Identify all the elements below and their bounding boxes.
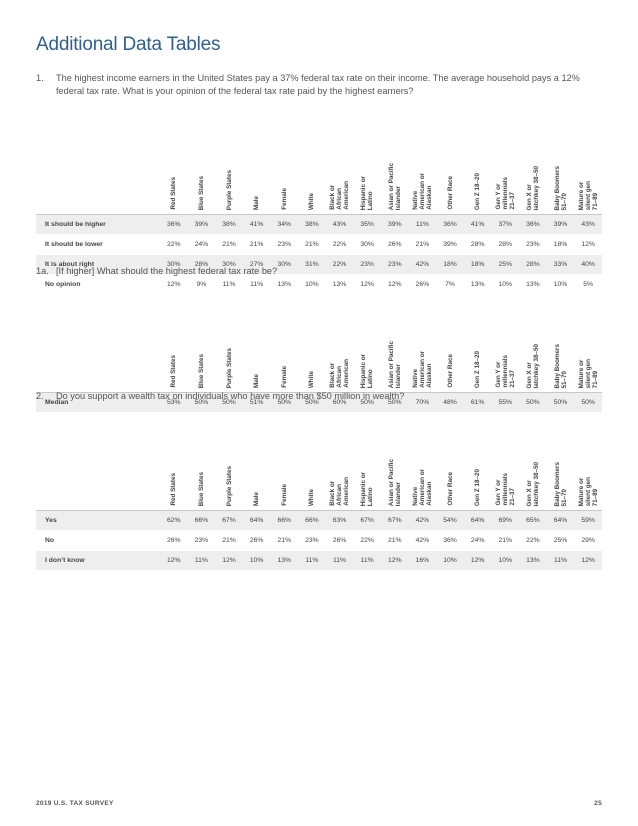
table-cell: 23%	[519, 235, 547, 255]
column-header	[574, 406, 602, 511]
table-cell: 67%	[381, 511, 409, 531]
column-header	[492, 406, 520, 511]
table-cell: 21%	[243, 235, 271, 255]
column-header	[436, 110, 464, 215]
question-text: The highest income earners in the United States pay a 37% federal tax rate on their income. The average household pays a 12% federal tax rate. What is your opinion of the federal tax rate paid by the highest earners?	[56, 73, 580, 96]
column-header	[547, 288, 575, 393]
column-header-label: Gen Y or millennials 21–37	[494, 177, 516, 210]
footer-title: 2019 U.S. TAX SURVEY	[36, 800, 114, 807]
column-header	[353, 288, 381, 393]
column-header	[547, 110, 575, 215]
table-cell: 50%	[188, 393, 216, 413]
table-cell: 50%	[298, 393, 326, 413]
table-cell: 24%	[188, 235, 216, 255]
column-header	[326, 288, 354, 393]
table-cell: 12%	[574, 551, 602, 571]
table-cell: 10%	[436, 551, 464, 571]
column-header-label: Black or African American	[329, 181, 351, 210]
row-label: I don’t know	[36, 551, 160, 571]
row-label-header	[36, 406, 160, 511]
table-cell: 11%	[215, 275, 243, 295]
table-cell: 31%	[298, 255, 326, 275]
table-row	[36, 511, 602, 531]
table-cell: 50%	[519, 393, 547, 413]
column-header-label: Purple States	[225, 169, 233, 210]
column-header	[381, 406, 409, 511]
table-cell: 26%	[381, 235, 409, 255]
table-cell: 13%	[271, 551, 299, 571]
column-header	[215, 406, 243, 511]
table-cell: 64%	[243, 511, 271, 531]
column-header-label: Mature or silent gen 71–89	[577, 180, 599, 210]
table-cell: 21%	[492, 531, 520, 551]
column-header-label: Mature or silent gen 71–89	[577, 358, 599, 388]
column-header-label: Purple States	[225, 347, 233, 388]
table-cell: 13%	[519, 551, 547, 571]
column-header	[243, 110, 271, 215]
table-cell: 16%	[409, 551, 437, 571]
table-cell: 9%	[188, 275, 216, 295]
table-cell: 26%	[409, 275, 437, 295]
row-label: It should be higher	[36, 215, 160, 235]
column-header-label: Hispanic or Latino	[360, 471, 375, 506]
table-cell: 28%	[492, 235, 520, 255]
column-header	[298, 110, 326, 215]
table-cell: 10%	[492, 551, 520, 571]
column-header	[326, 110, 354, 215]
question-1	[36, 72, 596, 98]
table-cell: 7%	[436, 275, 464, 295]
table-cell: 12%	[464, 551, 492, 571]
column-header	[464, 406, 492, 511]
column-header-label: Gen Y or millennials 21–37	[494, 473, 516, 506]
column-header-label: Black or African American	[329, 477, 351, 506]
column-header	[492, 110, 520, 215]
column-header	[464, 110, 492, 215]
table-cell: 11%	[243, 275, 271, 295]
column-header	[271, 288, 299, 393]
column-header-label: Black or African American	[329, 359, 351, 388]
column-header-label: Female	[280, 366, 288, 388]
column-header	[215, 288, 243, 393]
table-cell: 22%	[519, 531, 547, 551]
column-header-label: Gen X or latchkey 38–50	[525, 343, 540, 388]
table-cell: 64%	[547, 511, 575, 531]
column-header-label: Gen Z 18–20	[474, 172, 482, 210]
column-header	[464, 288, 492, 393]
table-cell: 22%	[326, 255, 354, 275]
table-cell: 61%	[464, 393, 492, 413]
column-header	[574, 110, 602, 215]
table-cell: 28%	[519, 255, 547, 275]
table-cell: 18%	[464, 255, 492, 275]
table-row	[36, 551, 602, 571]
table-cell: 11%	[326, 551, 354, 571]
table-cell: 13%	[519, 275, 547, 295]
column-header	[492, 288, 520, 393]
column-header	[409, 110, 437, 215]
column-header	[409, 406, 437, 511]
row-label: No	[36, 531, 160, 551]
table-cell: 12%	[160, 275, 188, 295]
column-header-label: Female	[280, 484, 288, 506]
table-cell: 30%	[271, 255, 299, 275]
question-text: [If higher] What should the highest federal tax rate be?	[56, 266, 278, 276]
column-header-label: Blue States	[197, 175, 205, 210]
table-cell: 22%	[326, 235, 354, 255]
table-cell: 12%	[574, 235, 602, 255]
table-cell: 33%	[547, 255, 575, 275]
table-cell: 62%	[160, 511, 188, 531]
column-header-label: Male	[253, 196, 261, 210]
table-cell: 25%	[547, 531, 575, 551]
table-cell: 30%	[353, 235, 381, 255]
row-label: It is about right	[36, 255, 160, 275]
column-header	[160, 406, 188, 511]
table-cell: 64%	[464, 511, 492, 531]
row-label-header	[36, 288, 160, 393]
table-cell: 41%	[464, 215, 492, 235]
column-header-label: Blue States	[197, 353, 205, 388]
table-cell: 10%	[547, 275, 575, 295]
question-2	[36, 390, 596, 403]
column-header	[409, 288, 437, 393]
column-header	[519, 406, 547, 511]
column-header-label: Male	[253, 374, 261, 388]
table-cell: 26%	[326, 531, 354, 551]
row-label-header	[36, 110, 160, 215]
table-cell: 10%	[298, 275, 326, 295]
table-cell: 26%	[243, 531, 271, 551]
table-cell: 18%	[436, 255, 464, 275]
column-header	[298, 406, 326, 511]
page-number: 25	[594, 800, 602, 807]
table-row	[36, 235, 602, 255]
table-cell: 11%	[409, 215, 437, 235]
table-cell: 38%	[215, 215, 243, 235]
table-cell: 12%	[160, 551, 188, 571]
column-header-label: White	[308, 488, 316, 506]
column-header	[298, 288, 326, 393]
page-title: Additional Data Tables	[36, 34, 221, 55]
column-header	[381, 110, 409, 215]
table-cell: 18%	[547, 235, 575, 255]
table-cell: 50%	[215, 393, 243, 413]
table-cell: 5%	[574, 275, 602, 295]
column-header-label: Male	[253, 492, 261, 506]
table-cell: 43%	[326, 215, 354, 235]
table-cell: 10%	[492, 275, 520, 295]
table-cell: 11%	[188, 551, 216, 571]
column-header-label: Native American or Alaskan	[411, 173, 433, 210]
column-header-label: Native American or Alaskan	[411, 469, 433, 506]
table-cell: 22%	[160, 235, 188, 255]
table-cell: 36%	[519, 215, 547, 235]
column-header-label: Red States	[170, 177, 178, 210]
table-cell: 42%	[409, 511, 437, 531]
column-header-label: White	[308, 192, 316, 210]
table-cell: 21%	[298, 235, 326, 255]
table-cell: 12%	[215, 551, 243, 571]
table-cell: 23%	[271, 235, 299, 255]
table-cell: 59%	[574, 511, 602, 531]
column-header	[353, 110, 381, 215]
column-header	[519, 288, 547, 393]
column-header	[574, 288, 602, 393]
table-cell: 24%	[464, 531, 492, 551]
column-header-label: Other Race	[446, 472, 454, 506]
table-cell: 70%	[409, 393, 437, 413]
table-cell: 63%	[326, 511, 354, 531]
column-header	[326, 406, 354, 511]
table-cell: 25%	[492, 255, 520, 275]
table-cell: 66%	[188, 511, 216, 531]
table-cell: 21%	[215, 235, 243, 255]
table-cell: 41%	[243, 215, 271, 235]
column-header	[243, 406, 271, 511]
table-row	[36, 531, 602, 551]
column-header	[160, 110, 188, 215]
column-header	[188, 110, 216, 215]
row-label: Yes	[36, 511, 160, 531]
table-cell: 23%	[353, 255, 381, 275]
column-header	[547, 406, 575, 511]
table-cell: 42%	[409, 255, 437, 275]
table-cell: 12%	[381, 275, 409, 295]
table-cell: 69%	[492, 511, 520, 531]
table-cell: 21%	[271, 531, 299, 551]
table-cell: 36%	[436, 531, 464, 551]
column-header-label: Baby Boomers 51–70	[553, 461, 568, 506]
table-cell: 55%	[492, 393, 520, 413]
table-cell: 37%	[492, 215, 520, 235]
question-1a	[36, 265, 596, 278]
table-cell: 39%	[381, 215, 409, 235]
table-cell: 11%	[298, 551, 326, 571]
table-cell: 39%	[436, 235, 464, 255]
table-cell: 67%	[353, 511, 381, 531]
table-cell: 29%	[574, 531, 602, 551]
table-cell: 13%	[271, 275, 299, 295]
column-header-label: Gen X or latchkey 38–50	[525, 165, 540, 210]
column-header-label: Female	[280, 188, 288, 210]
table-cell: 53%	[160, 393, 188, 413]
table-cell: 26%	[160, 531, 188, 551]
column-header-label: Asian or Pacific Islander	[387, 162, 402, 210]
table-cell: 50%	[271, 393, 299, 413]
question-number: 1.	[36, 73, 44, 83]
table-cell: 51%	[243, 393, 271, 413]
table-cell: 21%	[409, 235, 437, 255]
table-cell: 40%	[574, 255, 602, 275]
column-header-label: Mature or silent gen 71–89	[577, 476, 599, 506]
table-cell: 30%	[160, 255, 188, 275]
column-header	[381, 288, 409, 393]
column-header	[353, 406, 381, 511]
column-header-label: Hispanic or Latino	[360, 353, 375, 388]
table-cell: 48%	[436, 393, 464, 413]
table-cell: 12%	[381, 551, 409, 571]
column-header	[243, 288, 271, 393]
table-cell: 35%	[353, 215, 381, 235]
table-cell: 22%	[353, 531, 381, 551]
table-cell: 11%	[547, 551, 575, 571]
row-label: Median	[36, 393, 160, 413]
column-header	[271, 406, 299, 511]
table-cell: 67%	[215, 511, 243, 531]
table-cell: 38%	[298, 215, 326, 235]
column-header	[436, 288, 464, 393]
table-cell: 36%	[160, 215, 188, 235]
table-cell: 23%	[188, 531, 216, 551]
column-header	[188, 288, 216, 393]
table-cell: 50%	[381, 393, 409, 413]
table-cell: 50%	[353, 393, 381, 413]
table-row	[36, 215, 602, 235]
table-cell: 50%	[574, 393, 602, 413]
table-cell: 65%	[519, 511, 547, 531]
question-number: 2.	[36, 391, 44, 401]
table-cell: 36%	[436, 215, 464, 235]
column-header-label: Asian or Pacific Islander	[387, 340, 402, 388]
column-header-label: Gen Z 18–20	[474, 468, 482, 506]
table-cell: 12%	[353, 275, 381, 295]
column-header-label: Other Race	[446, 176, 454, 210]
column-header-label: Gen X or latchkey 38–50	[525, 461, 540, 506]
table-cell: 23%	[381, 255, 409, 275]
column-header	[519, 110, 547, 215]
column-header-label: Blue States	[197, 471, 205, 506]
column-header-label: Red States	[170, 473, 178, 506]
table-cell: 50%	[547, 393, 575, 413]
column-header	[160, 288, 188, 393]
table-cell: 60%	[326, 393, 354, 413]
column-header	[271, 110, 299, 215]
table-cell: 30%	[215, 255, 243, 275]
column-header-label: Baby Boomers 51–70	[553, 165, 568, 210]
table-cell: 39%	[188, 215, 216, 235]
column-header-label: Purple States	[225, 465, 233, 506]
question-text: Do you support a wealth tax on individuals who have more than $50 million in wealth?	[56, 391, 405, 401]
table-cell: 42%	[409, 531, 437, 551]
table-cell: 39%	[547, 215, 575, 235]
table-cell: 21%	[215, 531, 243, 551]
table-cell: 11%	[353, 551, 381, 571]
table-cell: 28%	[464, 235, 492, 255]
column-header	[188, 406, 216, 511]
table-cell: 66%	[298, 511, 326, 531]
column-header	[436, 406, 464, 511]
table-cell: 27%	[243, 255, 271, 275]
column-header-label: Other Race	[446, 354, 454, 388]
data-table-2	[36, 406, 602, 571]
table-cell: 23%	[298, 531, 326, 551]
column-header-label: Hispanic or Latino	[360, 175, 375, 210]
row-label: It should be lower	[36, 235, 160, 255]
table-cell: 10%	[243, 551, 271, 571]
column-header-label: Gen Y or millennials 21–37	[494, 355, 516, 388]
table-cell: 21%	[381, 531, 409, 551]
table-cell: 66%	[271, 511, 299, 531]
table-cell: 54%	[436, 511, 464, 531]
column-header-label: Gen Z 18–20	[474, 350, 482, 388]
table-cell: 28%	[188, 255, 216, 275]
table-cell: 34%	[271, 215, 299, 235]
table-cell: 13%	[326, 275, 354, 295]
column-header-label: Baby Boomers 51–70	[553, 343, 568, 388]
table-cell: 43%	[574, 215, 602, 235]
column-header	[215, 110, 243, 215]
column-header-label: Asian or Pacific Islander	[387, 458, 402, 506]
table-cell: 13%	[464, 275, 492, 295]
column-header-label: White	[308, 370, 316, 388]
question-number: 1a.	[36, 266, 49, 276]
column-header-label: Red States	[170, 355, 178, 388]
column-header-label: Native American or Alaskan	[411, 351, 433, 388]
row-label: No opinion	[36, 275, 160, 295]
